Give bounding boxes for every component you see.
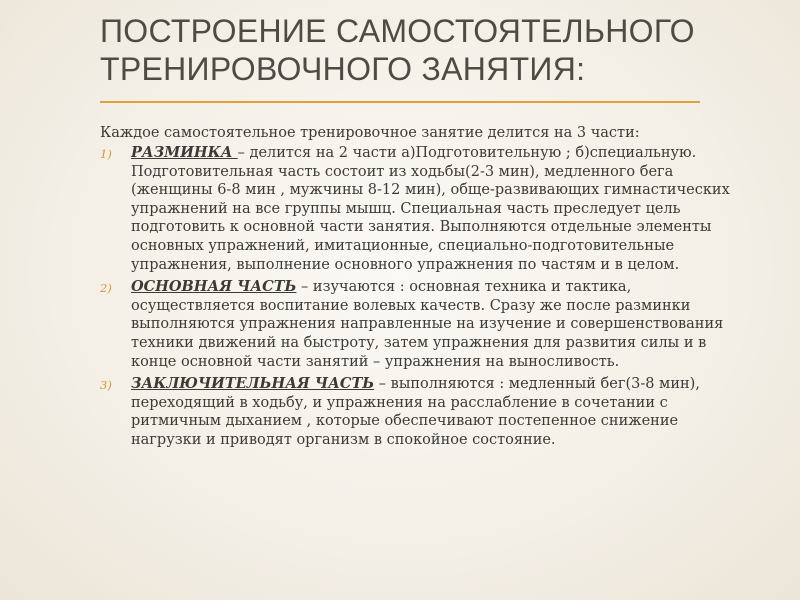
intro-text: Каждое самостоятельное тренировочное занятие делится на 3 части: bbox=[100, 125, 640, 141]
main-part-heading: ОСНОВНАЯ ЧАСТЬ bbox=[131, 278, 297, 296]
list-number: 2) bbox=[100, 281, 112, 296]
list-number: 1) bbox=[100, 147, 112, 161]
list-item-warmup bbox=[100, 144, 740, 274]
list-item-main-part bbox=[100, 278, 740, 371]
warmup-heading: РАЗМИНКА bbox=[131, 144, 238, 161]
slide-title bbox=[100, 12, 760, 88]
training-parts-list bbox=[100, 144, 740, 454]
warmup-description: – делится на 2 части а)Подготовительную ; б)специальную. Подготовительная часть состоит из ходьбы(2-3 мин), медленного бега (женщины 6-8 мин , мужчины 8-12 мин), обще-развивающих гимнастических упражнений на все группы мышц. Специальная часть преследует цель подготовить к основной части занятия. Выполняются отдельные элементы основных упражнений, имитационные, специально-подготовительные упражнения, выполнение основного упражнения по частям и в целом. bbox=[131, 145, 730, 273]
list-item-final-part bbox=[100, 375, 740, 449]
final-part-heading: ЗАКЛЮЧИТЕЛЬНАЯ ЧАСТЬ bbox=[131, 375, 375, 393]
list-number: 3) bbox=[100, 378, 112, 393]
final-part-description: – выполняются : медленный бег(3-8 мин), переходящий в ходьбу, и упражнения на расслабление в сочетании с ритмичным дыханием , которые обеспечивают постепенное снижение нагрузки и приводят организм в спокойное состояние. bbox=[131, 376, 700, 448]
title-accent-line bbox=[100, 101, 700, 103]
slide-title-line-2: ТРЕНИРОВОЧНОГО ЗАНЯТИЯ: bbox=[100, 51, 586, 87]
main-part-description: – изучаются : основная техника и тактика, осуществляется воспитание волевых качеств. Сразу же после разминки выполняются упражнения направленные на изучение и совершенствования техники движений на быстроту, затем упражнения для развития силы и в конце основной части занятий – упражнения на выносливость. bbox=[131, 279, 724, 370]
slide-title-line-1: ПОСТРОЕНИЕ САМОСТОЯТЕЛЬНОГО bbox=[100, 13, 695, 49]
